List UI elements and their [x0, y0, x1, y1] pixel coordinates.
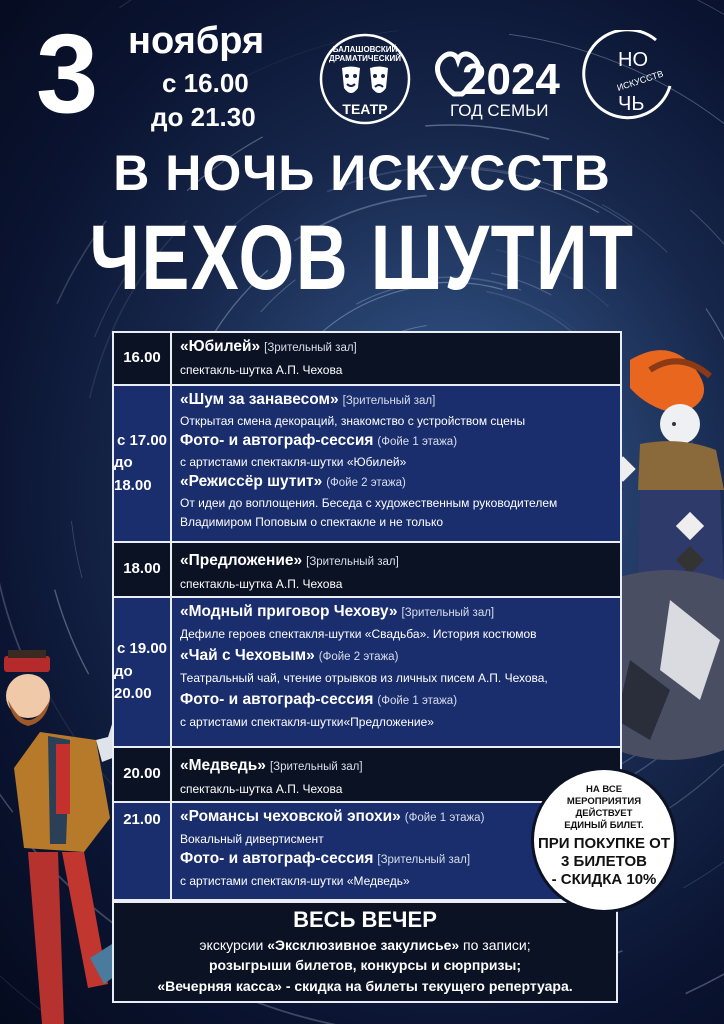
badge-large-line: 3 БИЛЕТОВ: [561, 852, 647, 870]
event-name: Фото- и автограф-сессия: [180, 432, 374, 449]
star-trail-arc: [72, 521, 83, 578]
line-text-bold: «Эксклюзивное закулисье»: [267, 937, 460, 953]
schedule-time: [114, 543, 172, 596]
theatre-logo: [318, 32, 412, 126]
theatre-logo-line2: ДРАМАТИЧЕСКИЙ: [329, 54, 401, 63]
time-text: с 19.00: [116, 640, 168, 658]
event-venue: [Зрительный зал]: [401, 607, 495, 619]
event-name: «Романсы чеховской эпохи»: [180, 808, 401, 825]
event-venue: [Зрительный зал]: [269, 761, 363, 773]
date-day: 3: [36, 11, 97, 136]
event-desc: спектакль-шутка А.П. Чехова: [180, 577, 343, 591]
event-desc: Дефиле героев спектакля-шутки «Свадьба». История костюмов: [180, 627, 537, 641]
theatre-masks-icon: [342, 67, 388, 94]
date-month: ноября: [128, 20, 265, 62]
event-venue: [Зрительный зал]: [342, 395, 436, 407]
event-desc: спектакль-шутка А.П. Чехова: [180, 782, 343, 796]
event-name: Фото- и автограф-сессия: [180, 850, 374, 867]
time-text: 20.00: [123, 765, 161, 783]
star-trail-arc: [120, 0, 237, 8]
headline: В НОЧЬ ИСКУССТВ: [113, 145, 611, 201]
star-trail-arc: [425, 125, 549, 139]
event-name: Фото- и автограф-сессия: [180, 691, 374, 708]
event-title: ЧЕХОВ ШУТИТ: [89, 207, 635, 309]
event-name: «Шум за занавесом»: [180, 391, 339, 408]
event-venue: [Зрительный зал]: [377, 854, 471, 866]
event-desc: с артистами спектакля-шутки «Юбилей»: [180, 455, 407, 469]
schedule-time: [114, 598, 172, 746]
star-trail-arc: [690, 210, 724, 267]
all-evening-line-3: «Вечерняя касса» - скидка на билеты текущего репертуара.: [157, 977, 573, 994]
night-logo-top: НО: [618, 49, 648, 71]
event-desc: Театральный чай, чтение отрывков из личных писем А.П. Чехова,: [180, 671, 548, 685]
star-trail-arc: [501, 0, 724, 20]
time-text: до 18.00: [114, 454, 152, 494]
all-evening-line-1: [114, 935, 616, 955]
event-name: «Режиссёр шутит»: [180, 473, 323, 490]
event-name: «Чай с Чеховым»: [180, 647, 315, 664]
event-name: «Предложение»: [180, 552, 303, 569]
schedule-row: [114, 386, 620, 543]
badge-large-line: - СКИДКА 10%: [551, 870, 657, 888]
event-name: «Медведь»: [180, 757, 266, 774]
event-desc: Открытая смена декораций, знакомство с устройством сцены: [180, 414, 526, 428]
time-text: 18.00: [123, 560, 161, 578]
schedule-time: [114, 386, 172, 541]
event-venue: (Фойе 1 этажа): [404, 812, 485, 824]
event-desc: с артистами спектакля-шутки«Предложение»: [180, 715, 434, 729]
time-to: до 21.30: [151, 102, 256, 132]
badge-small-line: ЕДИНЫЙ БИЛЕТ.: [564, 819, 644, 831]
event-desc: с артистами спектакля-шутки «Медведь»: [180, 874, 410, 888]
schedule-content: [180, 553, 616, 590]
event-venue: (Фойе 1 этажа): [377, 436, 458, 448]
star-trail-arc: [0, 482, 21, 652]
night-logo-bottom: ЧЬ: [618, 93, 645, 115]
event-desc: Владимиром Поповым о спектакле и не только: [180, 515, 444, 529]
event-venue: [Зрительный зал]: [306, 556, 399, 568]
year-caption: ГОД СЕМЬИ: [450, 101, 549, 120]
time-text: 21.00: [123, 811, 161, 828]
all-evening-box: [112, 901, 618, 1003]
time-text: до 20.00: [114, 662, 152, 703]
line-text: по записи;: [459, 937, 531, 953]
schedule-content: [180, 392, 616, 528]
event-desc: спектакль-шутка А.П. Чехова: [180, 363, 343, 377]
year-of-family-logo: [432, 36, 564, 122]
schedule-time: [114, 333, 172, 384]
event-name: «Модный приговор Чехову»: [180, 603, 398, 620]
badge-large-line: ПРИ ПОКУПКЕ ОТ: [538, 834, 670, 852]
discount-badge: [534, 770, 674, 910]
theatre-logo-line3: ТЕАТР: [342, 101, 388, 117]
all-evening-heading: ВЕСЬ ВЕЧЕР: [293, 907, 437, 932]
event-name: «Юбилей»: [180, 338, 261, 355]
badge-small-line: МЕРОПРИЯТИЯ: [566, 795, 642, 807]
night-logo-middle: ИСКУССТВ: [615, 68, 665, 93]
event-venue: (Фойе 1 этажа): [377, 695, 458, 707]
event-venue: [Зрительный зал]: [264, 342, 357, 354]
line-text: экскурсии: [199, 937, 268, 953]
schedule-row: [114, 543, 620, 598]
theatre-logo-line1: БАЛАШОВСКИЙ: [332, 45, 398, 54]
badge-small-line: НА ВСЕ: [585, 784, 623, 795]
badge-small-line: ДЕЙСТВУЕТ: [575, 807, 633, 819]
event-desc: Вокальный дивертисмент: [180, 832, 324, 846]
event-venue: (Фойе 2 этажа): [318, 651, 399, 663]
time-from: с 16.00: [162, 68, 249, 98]
star-trail-arc: [684, 800, 724, 888]
schedule-time: [114, 748, 172, 801]
all-evening-line-2: розыгрыши билетов, конкурсы и сюрпризы;: [208, 957, 522, 974]
schedule-row: [114, 598, 620, 748]
night-of-arts-logo: [578, 30, 678, 126]
schedule-row: [114, 333, 620, 386]
star-trail-arc: [686, 896, 724, 993]
event-desc: От идеи до воплощения. Беседа с художественным руководителем: [180, 496, 558, 510]
time-text: 16.00: [123, 349, 161, 367]
event-venue: (Фойе 2 этажа): [326, 477, 406, 489]
schedule-content: [180, 604, 616, 728]
schedule-content: [180, 339, 616, 376]
time-text: с 17.00: [116, 431, 168, 449]
year-number: 2024: [462, 55, 560, 104]
schedule-time: [114, 803, 172, 899]
